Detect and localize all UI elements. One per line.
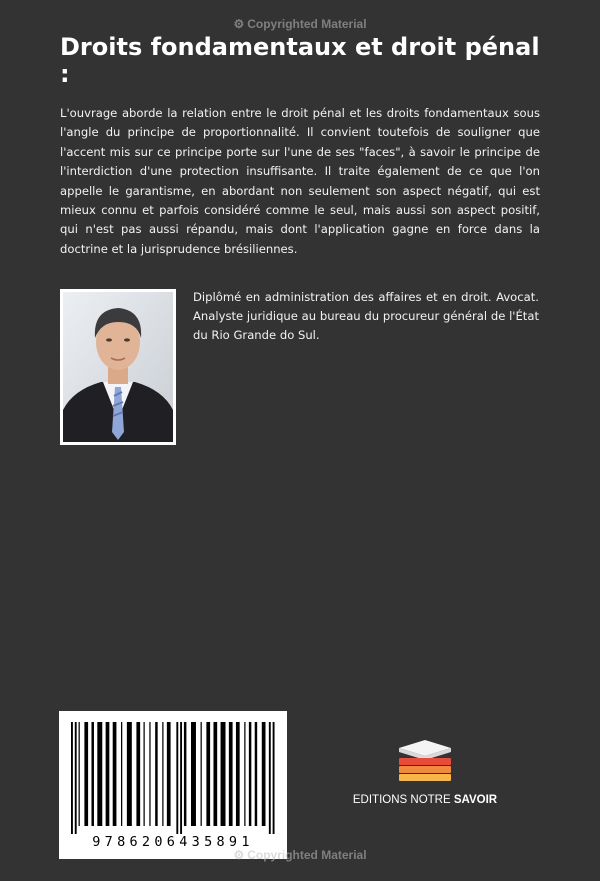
stacked-books-logo-icon (395, 738, 455, 784)
publisher-name-bold: SAVOIR (453, 794, 498, 806)
watermark-bottom (0, 848, 600, 862)
barcode-bar (191, 722, 196, 826)
copyright-icon: ⚙ (233, 17, 245, 31)
book-title: Droits fondamentaux et droit pénal : (60, 33, 540, 88)
barcode-bar (149, 722, 150, 826)
barcode-bar (221, 722, 226, 826)
publisher (340, 738, 510, 806)
book-description: L'ouvrage aborde la relation entre le droit pénal et les droits fondamentaux sous l'angle du principe de proportionnalité. Il convient toutefois de souligner que l'accent mis sur ce principe porte sur l'une de ses "faces", à savoir le principe de l'interdiction d'une protection insuffisante. Il traite également de ce que l'on appelle le garantisme, en abordant non seulement son aspect négatif, qui est mieux connu et parfois considéré comme le seul, mais aussi son aspect positif, qui n'est pas aussi répandu, mais dont l'application gagne en force dans la doctrine et la jurisprudence brésiliennes. (60, 106, 540, 256)
barcode-bar (176, 722, 178, 834)
publisher-name (340, 794, 510, 806)
barcode-bar (249, 722, 251, 826)
barcode-bars (71, 722, 275, 834)
author-photo (60, 289, 176, 445)
watermark-top (0, 17, 600, 31)
barcode-bar (229, 722, 233, 826)
author-portrait-icon (63, 292, 173, 442)
barcode (59, 711, 287, 859)
barcode-bar (180, 722, 182, 834)
barcode-bar (144, 722, 145, 826)
barcode-bar (155, 722, 157, 826)
barcode-bar (269, 722, 271, 834)
barcode-bar (91, 722, 93, 826)
barcode-bar (273, 722, 275, 834)
barcode-bar (244, 722, 245, 826)
barcode-bar (97, 722, 102, 826)
copyright-icon: ⚙ (233, 848, 245, 862)
barcode-bar (162, 722, 163, 826)
isbn-number: 9786206435891 (92, 834, 254, 850)
watermark-text: Copyrighted Material (247, 17, 367, 31)
barcode-bar (236, 722, 240, 826)
barcode-bar (84, 722, 88, 826)
barcode-bar (121, 722, 122, 826)
barcode-bar (184, 722, 186, 826)
barcode-bar (255, 722, 257, 826)
author-bio: Diplômé en administration des affaires et en droit. Avocat. Analyste juridique au bureau du procureur général de l'État du Rio Grande do Sul. (193, 290, 539, 343)
barcode-bar (75, 722, 77, 834)
barcode-bar (136, 722, 140, 826)
publisher-name-prefix: EDITIONS NOTRE (352, 794, 451, 806)
watermark-text: Copyrighted Material (247, 848, 367, 862)
barcode-bar (79, 722, 80, 826)
barcode-bar (206, 722, 210, 826)
barcode-bar (71, 722, 73, 834)
barcode-bar (113, 722, 117, 826)
barcode-bar (262, 722, 266, 826)
barcode-bar (201, 722, 202, 826)
barcode-bar (213, 722, 217, 826)
barcode-bar (106, 722, 110, 826)
barcode-bar (167, 722, 171, 826)
barcode-bar (127, 722, 132, 826)
